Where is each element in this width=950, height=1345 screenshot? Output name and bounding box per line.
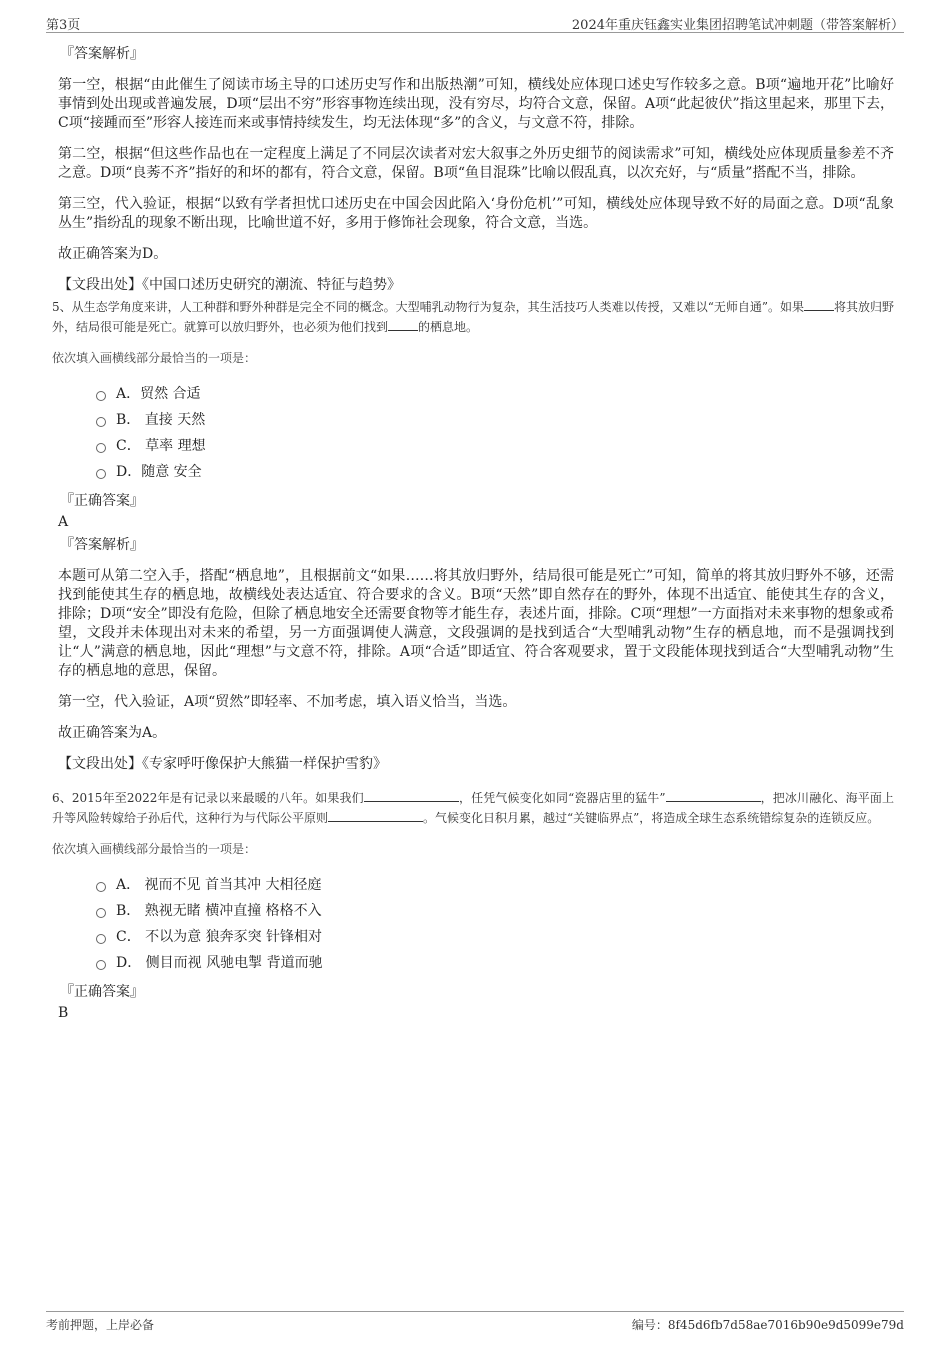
q5-answer-tag: 『正确答案』 [60, 493, 144, 509]
q5-answer: A [58, 514, 69, 530]
q6-stem: 6、2015年至2022年是有记录以来最暖的八年。如果我们 ，任凭气候变化如同“瓷器店里的猛牛” ，把冰川融化、海平面上升等风险转嫁给子孙后代，这种行为与代际公平原则 。气候变化日积月累，越过“关键临界点”，将造成全球生态系统错综复杂的连锁反应。 [52, 788, 894, 828]
q6-options [96, 872, 894, 976]
q5-blank-1 [804, 297, 834, 311]
q4-analysis-para-3: 第三空，代入验证，根据“以致有学者担忧口述历史在中国会因此陷入‘身份危机’”可知，横线处应体现导致不好的局面之意。D项“乱象丛生”指纷乱的现象不断出现，比喻世道不好，多用于修饰社会现象，符合文意，当选。 [58, 196, 894, 231]
q5-option-a[interactable]: A．贸然 合适 [96, 381, 894, 407]
radio-icon[interactable] [96, 443, 106, 453]
q6-option-b[interactable]: B． 熟视无睹 横冲直撞 格格不入 [96, 898, 894, 924]
page-header [46, 10, 904, 33]
q5-analysis-para-2: 第一空，代入验证，A项“贸然”即轻率、不加考虑，填入语义恰当，当选。 [58, 694, 517, 710]
radio-icon[interactable] [96, 960, 106, 970]
q5-source: 【文段出处】《专家呼吁像保护大熊猫一样保护雪豹》 [58, 756, 387, 772]
q6-blank-3 [328, 808, 423, 822]
q6-blank-1 [364, 788, 459, 802]
q4-analysis-para-1: 第一空，根据“由此催生了阅读市场主导的口述历史写作和出版热潮”可知，横线处应体现口述史写作较多之意。B项“遍地开花”比喻好事情到处出现或普遍发展，D项“层出不穷”形容事物连续出现，没有穷尽，均符合文意，保留。A项“此起彼伏”指这里起来，那里下去，C项“接踵而至”形容人接连而来或事情持续发生，均无法体现“多”的含义，与文意不符，排除。 [58, 77, 894, 131]
q6-option-c[interactable]: C． 不以为意 狼奔豕突 针锋相对 [96, 924, 894, 950]
q6-answer: B [58, 1005, 69, 1021]
radio-icon[interactable] [96, 882, 106, 892]
radio-icon[interactable] [96, 908, 106, 918]
radio-icon[interactable] [96, 934, 106, 944]
q4-source: 【文段出处】《中国口述历史研究的潮流、特征与趋势》 [58, 277, 401, 293]
page-footer [46, 1311, 904, 1332]
q6-blank-2 [666, 788, 761, 802]
document-code: 编号：8f45d6fb7d58ae7016b90e9d5099e79d [631, 1318, 904, 1332]
page-content [52, 44, 894, 1026]
q5-blank-2 [388, 317, 418, 331]
radio-icon[interactable] [96, 417, 106, 427]
q6-prompt: 依次填入画横线部分最恰当的一项是： [52, 842, 257, 856]
q6-answer-tag: 『正确答案』 [60, 984, 144, 1000]
q6-option-d[interactable]: D． 侧目而视 风驰电掣 背道而驰 [96, 950, 894, 976]
q4-analysis-para-2: 第二空，根据“但这些作品也在一定程度上满足了不同层次读者对宏大叙事之外历史细节的阅读需求”可知，横线处应体现质量参差不齐之意。D项“良莠不齐”指好的和坏的都有，符合文意，保留。B项“鱼目混珠”比喻以假乱真，以次充好，与“质量”搭配不当，排除。 [58, 146, 894, 181]
q5-options [96, 381, 894, 485]
document-title: 2024年重庆钰鑫实业集团招聘笔试冲刺题（带答案解析） [571, 18, 904, 33]
q5-option-d[interactable]: D．随意 安全 [96, 459, 894, 485]
radio-icon[interactable] [96, 469, 106, 479]
footer-slogan: 考前押题，上岸必备 [46, 1318, 155, 1332]
q5-analysis-tag: 『答案解析』 [60, 537, 144, 553]
q4-analysis-tag: 『答案解析』 [60, 46, 144, 62]
q5-option-b[interactable]: B． 直接 天然 [96, 407, 894, 433]
q4-conclusion: 故正确答案为D。 [58, 246, 168, 262]
q5-analysis-para-1: 本题可从第二空入手，搭配“栖息地”，且根据前文“如果……将其放归野外，结局很可能是死亡”可知，简单的将其放归野外不够，还需找到能使其生存的栖息地，故横线处表达适宜、符合要求的含义。B项“天然”即自然存在的野外，体现不出适宜、能使其生存的含义，排除；D项“安全”即没有危险，但除了栖息地安全还需要食物等才能生存，表述片面，排除。C项“理想”一方面指对未来事物的想象或希望，文段并未体现出对未来的希望，另一方面强调使人满意，文段强调的是找到适合“大型哺乳动物”生存的栖息地，而不是强调找到让“人”满意的栖息地，因此“理想”与文意不符，排除。A项“合适”即适宜、符合客观要求，置于文段能体现找到适合“大型哺乳动物”生存的栖息地的意思，保留。 [58, 568, 894, 679]
q5-stem: 5、从生态学角度来讲，人工种群和野外种群是完全不同的概念。大型哺乳动物行为复杂，其生活技巧人类难以传授，又难以“无师自通”。如果 将其放归野外，结局很可能是死亡。就算可以放归野外，也必须为他们找到 的栖息地。 [52, 297, 894, 337]
radio-icon[interactable] [96, 391, 106, 401]
q5-prompt: 依次填入画横线部分最恰当的一项是： [52, 351, 257, 365]
q5-option-c[interactable]: C． 草率 理想 [96, 433, 894, 459]
q5-conclusion: 故正确答案为A。 [58, 725, 167, 741]
page-number: 第3页 [46, 18, 81, 33]
q6-option-a[interactable]: A． 视而不见 首当其冲 大相径庭 [96, 872, 894, 898]
